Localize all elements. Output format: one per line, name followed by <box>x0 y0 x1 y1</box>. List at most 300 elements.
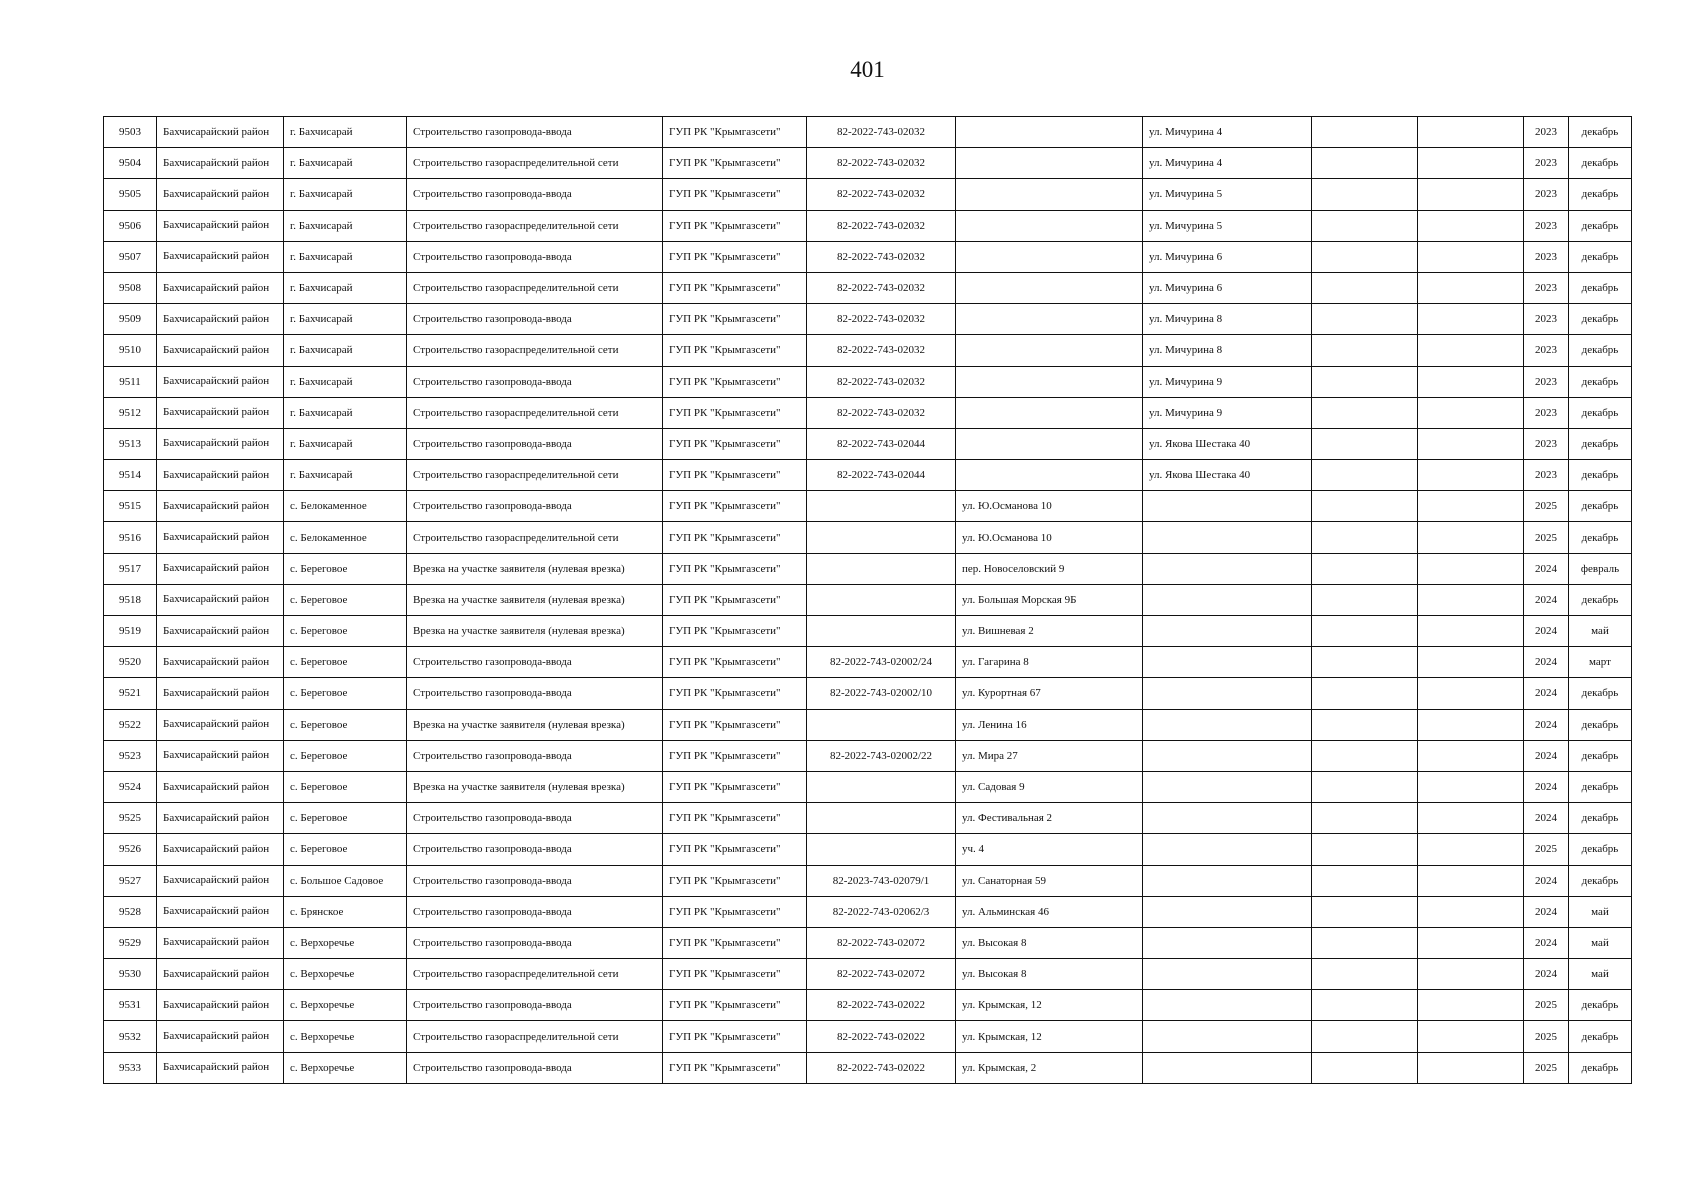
work-type-cell: Строительство газораспределительной сети <box>407 522 663 553</box>
year-cell: 2024 <box>1524 616 1569 647</box>
project-code-cell: 82-2022-743-02072 <box>807 959 956 990</box>
month-cell: декабрь <box>1569 1021 1632 1052</box>
empty-cell <box>1312 959 1418 990</box>
organization-cell: ГУП РК "Крымгазсети" <box>663 210 807 241</box>
table-row <box>104 834 1632 865</box>
organization-cell: ГУП РК "Крымгазсети" <box>663 428 807 459</box>
organization-cell: ГУП РК "Крымгазсети" <box>663 1052 807 1083</box>
empty-cell <box>1312 740 1418 771</box>
table-row <box>104 428 1632 459</box>
empty-cell <box>1418 834 1524 865</box>
table-row <box>104 179 1632 210</box>
year-cell: 2023 <box>1524 304 1569 335</box>
year-cell: 2025 <box>1524 834 1569 865</box>
district-cell: Бахчисарайский район <box>157 771 284 802</box>
district-cell: Бахчисарайский район <box>157 148 284 179</box>
settlement-cell: г. Бахчисарай <box>284 241 407 272</box>
table-row <box>104 304 1632 335</box>
work-type-cell: Строительство газораспределительной сети <box>407 335 663 366</box>
address-cell-a: ул. Высокая 8 <box>956 927 1143 958</box>
empty-cell <box>1312 241 1418 272</box>
table-row <box>104 678 1632 709</box>
empty-cell <box>1312 304 1418 335</box>
empty-cell <box>1418 616 1524 647</box>
work-type-cell: Строительство газопровода-ввода <box>407 896 663 927</box>
month-cell: май <box>1569 616 1632 647</box>
work-type-cell: Строительство газопровода-ввода <box>407 491 663 522</box>
address-cell-a: ул. Высокая 8 <box>956 959 1143 990</box>
month-cell: май <box>1569 959 1632 990</box>
year-cell: 2023 <box>1524 460 1569 491</box>
organization-cell: ГУП РК "Крымгазсети" <box>663 335 807 366</box>
row-number: 9528 <box>104 896 157 927</box>
year-cell: 2023 <box>1524 210 1569 241</box>
settlement-cell: г. Бахчисарай <box>284 397 407 428</box>
district-cell: Бахчисарайский район <box>157 397 284 428</box>
month-cell: декабрь <box>1569 771 1632 802</box>
month-cell: декабрь <box>1569 491 1632 522</box>
empty-cell <box>1312 148 1418 179</box>
organization-cell: ГУП РК "Крымгазсети" <box>663 896 807 927</box>
empty-cell <box>1418 210 1524 241</box>
work-type-cell: Строительство газопровода-ввода <box>407 304 663 335</box>
address-cell-b <box>1143 865 1312 896</box>
address-cell-b <box>1143 1052 1312 1083</box>
work-type-cell: Строительство газопровода-ввода <box>407 179 663 210</box>
table-row <box>104 366 1632 397</box>
district-cell: Бахчисарайский район <box>157 959 284 990</box>
settlement-cell: с. Береговое <box>284 771 407 802</box>
table-row <box>104 1052 1632 1083</box>
month-cell: декабрь <box>1569 397 1632 428</box>
row-number: 9525 <box>104 803 157 834</box>
address-cell-a: ул. Крымская, 2 <box>956 1052 1143 1083</box>
organization-cell: ГУП РК "Крымгазсети" <box>663 148 807 179</box>
project-code-cell: 82-2022-743-02022 <box>807 1021 956 1052</box>
project-code-cell: 82-2022-743-02032 <box>807 179 956 210</box>
organization-cell: ГУП РК "Крымгазсети" <box>663 709 807 740</box>
project-code-cell: 82-2022-743-02072 <box>807 927 956 958</box>
district-cell: Бахчисарайский район <box>157 241 284 272</box>
address-cell-a <box>956 117 1143 148</box>
organization-cell: ГУП РК "Крымгазсети" <box>663 272 807 303</box>
row-number: 9504 <box>104 148 157 179</box>
district-cell: Бахчисарайский район <box>157 491 284 522</box>
row-number: 9526 <box>104 834 157 865</box>
settlement-cell: с. Береговое <box>284 834 407 865</box>
address-cell-a <box>956 210 1143 241</box>
empty-cell <box>1418 865 1524 896</box>
organization-cell: ГУП РК "Крымгазсети" <box>663 959 807 990</box>
empty-cell <box>1418 553 1524 584</box>
month-cell: декабрь <box>1569 241 1632 272</box>
year-cell: 2023 <box>1524 241 1569 272</box>
address-cell-b: ул. Мичурина 4 <box>1143 117 1312 148</box>
project-code-cell: 82-2022-743-02032 <box>807 304 956 335</box>
settlement-cell: с. Береговое <box>284 709 407 740</box>
project-code-cell: 82-2022-743-02022 <box>807 1052 956 1083</box>
address-cell-b: ул. Мичурина 8 <box>1143 304 1312 335</box>
row-number: 9518 <box>104 584 157 615</box>
row-number: 9508 <box>104 272 157 303</box>
project-code-cell: 82-2022-743-02032 <box>807 272 956 303</box>
address-cell-a <box>956 428 1143 459</box>
address-cell-a: ул. Крымская, 12 <box>956 990 1143 1021</box>
project-code-cell: 82-2022-743-02032 <box>807 210 956 241</box>
empty-cell <box>1418 491 1524 522</box>
address-cell-a <box>956 397 1143 428</box>
empty-cell <box>1312 553 1418 584</box>
settlement-cell: с. Верхоречье <box>284 990 407 1021</box>
settlement-cell: г. Бахчисарай <box>284 304 407 335</box>
year-cell: 2025 <box>1524 1021 1569 1052</box>
empty-cell <box>1418 647 1524 678</box>
month-cell: декабрь <box>1569 179 1632 210</box>
district-cell: Бахчисарайский район <box>157 366 284 397</box>
empty-cell <box>1418 584 1524 615</box>
empty-cell <box>1418 709 1524 740</box>
month-cell: декабрь <box>1569 865 1632 896</box>
year-cell: 2024 <box>1524 584 1569 615</box>
address-cell-b <box>1143 896 1312 927</box>
work-type-cell: Строительство газораспределительной сети <box>407 272 663 303</box>
settlement-cell: с. Белокаменное <box>284 491 407 522</box>
table-row <box>104 553 1632 584</box>
year-cell: 2023 <box>1524 366 1569 397</box>
district-cell: Бахчисарайский район <box>157 865 284 896</box>
table-row <box>104 647 1632 678</box>
project-code-cell: 82-2022-743-02022 <box>807 990 956 1021</box>
year-cell: 2024 <box>1524 896 1569 927</box>
empty-cell <box>1418 428 1524 459</box>
year-cell: 2024 <box>1524 647 1569 678</box>
organization-cell: ГУП РК "Крымгазсети" <box>663 179 807 210</box>
year-cell: 2023 <box>1524 179 1569 210</box>
row-number: 9527 <box>104 865 157 896</box>
address-cell-a <box>956 241 1143 272</box>
settlement-cell: г. Бахчисарай <box>284 272 407 303</box>
work-type-cell: Строительство газопровода-ввода <box>407 803 663 834</box>
address-cell-b <box>1143 647 1312 678</box>
address-cell-a: ул. Мира 27 <box>956 740 1143 771</box>
settlement-cell: с. Брянское <box>284 896 407 927</box>
month-cell: декабрь <box>1569 210 1632 241</box>
empty-cell <box>1418 771 1524 802</box>
district-cell: Бахчисарайский район <box>157 522 284 553</box>
empty-cell <box>1418 179 1524 210</box>
row-number: 9522 <box>104 709 157 740</box>
empty-cell <box>1418 304 1524 335</box>
year-cell: 2024 <box>1524 553 1569 584</box>
address-cell-b: ул. Якова Шестака 40 <box>1143 460 1312 491</box>
empty-cell <box>1312 522 1418 553</box>
settlement-cell: с. Большое Садовое <box>284 865 407 896</box>
project-code-cell: 82-2022-743-02002/22 <box>807 740 956 771</box>
month-cell: декабрь <box>1569 272 1632 303</box>
row-number: 9532 <box>104 1021 157 1052</box>
address-cell-b <box>1143 927 1312 958</box>
project-code-cell: 82-2022-743-02044 <box>807 460 956 491</box>
organization-cell: ГУП РК "Крымгазсети" <box>663 678 807 709</box>
row-number: 9531 <box>104 990 157 1021</box>
row-number: 9513 <box>104 428 157 459</box>
address-cell-a: ул. Альминская 46 <box>956 896 1143 927</box>
settlement-cell: с. Береговое <box>284 647 407 678</box>
district-cell: Бахчисарайский район <box>157 272 284 303</box>
empty-cell <box>1312 584 1418 615</box>
district-cell: Бахчисарайский район <box>157 1052 284 1083</box>
project-code-cell: 82-2022-743-02032 <box>807 366 956 397</box>
organization-cell: ГУП РК "Крымгазсети" <box>663 522 807 553</box>
month-cell: декабрь <box>1569 148 1632 179</box>
table-row <box>104 959 1632 990</box>
table-row <box>104 896 1632 927</box>
project-code-cell: 82-2022-743-02032 <box>807 335 956 366</box>
district-cell: Бахчисарайский район <box>157 896 284 927</box>
table-row <box>104 460 1632 491</box>
settlement-cell: г. Бахчисарай <box>284 335 407 366</box>
district-cell: Бахчисарайский район <box>157 740 284 771</box>
address-cell-b <box>1143 616 1312 647</box>
address-cell-b: ул. Мичурина 8 <box>1143 335 1312 366</box>
settlement-cell: с. Верхоречье <box>284 1021 407 1052</box>
address-cell-b: ул. Мичурина 9 <box>1143 397 1312 428</box>
address-cell-b <box>1143 522 1312 553</box>
empty-cell <box>1418 241 1524 272</box>
organization-cell: ГУП РК "Крымгазсети" <box>663 460 807 491</box>
empty-cell <box>1312 865 1418 896</box>
year-cell: 2023 <box>1524 272 1569 303</box>
empty-cell <box>1312 460 1418 491</box>
project-code-cell <box>807 584 956 615</box>
empty-cell <box>1312 803 1418 834</box>
work-type-cell: Строительство газопровода-ввода <box>407 117 663 148</box>
empty-cell <box>1312 210 1418 241</box>
organization-cell: ГУП РК "Крымгазсети" <box>663 366 807 397</box>
table-row <box>104 771 1632 802</box>
address-cell-a <box>956 272 1143 303</box>
address-cell-b: ул. Мичурина 9 <box>1143 366 1312 397</box>
project-code-cell <box>807 834 956 865</box>
month-cell: декабрь <box>1569 117 1632 148</box>
empty-cell <box>1312 335 1418 366</box>
row-number: 9517 <box>104 553 157 584</box>
project-code-cell <box>807 553 956 584</box>
row-number: 9523 <box>104 740 157 771</box>
row-number: 9519 <box>104 616 157 647</box>
address-cell-b: ул. Мичурина 4 <box>1143 148 1312 179</box>
work-type-cell: Строительство газопровода-ввода <box>407 990 663 1021</box>
organization-cell: ГУП РК "Крымгазсети" <box>663 304 807 335</box>
month-cell: декабрь <box>1569 304 1632 335</box>
empty-cell <box>1312 616 1418 647</box>
year-cell: 2025 <box>1524 990 1569 1021</box>
address-cell-b <box>1143 771 1312 802</box>
address-cell-a: ул. Ю.Османова 10 <box>956 522 1143 553</box>
organization-cell: ГУП РК "Крымгазсети" <box>663 647 807 678</box>
empty-cell <box>1312 272 1418 303</box>
district-cell: Бахчисарайский район <box>157 990 284 1021</box>
work-type-cell: Врезка на участке заявителя (нулевая врезка) <box>407 553 663 584</box>
project-code-cell <box>807 616 956 647</box>
district-cell: Бахчисарайский район <box>157 210 284 241</box>
settlement-cell: с. Береговое <box>284 616 407 647</box>
organization-cell: ГУП РК "Крымгазсети" <box>663 834 807 865</box>
table-row <box>104 210 1632 241</box>
settlement-cell: г. Бахчисарай <box>284 179 407 210</box>
settlement-cell: с. Береговое <box>284 678 407 709</box>
table-row <box>104 584 1632 615</box>
address-cell-a: ул. Фестивальная 2 <box>956 803 1143 834</box>
year-cell: 2024 <box>1524 927 1569 958</box>
row-number: 9524 <box>104 771 157 802</box>
address-cell-a: ул. Садовая 9 <box>956 771 1143 802</box>
address-cell-b: ул. Мичурина 6 <box>1143 272 1312 303</box>
year-cell: 2024 <box>1524 959 1569 990</box>
district-cell: Бахчисарайский район <box>157 1021 284 1052</box>
month-cell: май <box>1569 927 1632 958</box>
year-cell: 2024 <box>1524 678 1569 709</box>
row-number: 9521 <box>104 678 157 709</box>
settlement-cell: г. Бахчисарай <box>284 148 407 179</box>
empty-cell <box>1418 959 1524 990</box>
work-type-cell: Строительство газораспределительной сети <box>407 460 663 491</box>
empty-cell <box>1312 1021 1418 1052</box>
year-cell: 2023 <box>1524 148 1569 179</box>
empty-cell <box>1418 740 1524 771</box>
row-number: 9514 <box>104 460 157 491</box>
address-cell-b: ул. Мичурина 6 <box>1143 241 1312 272</box>
month-cell: декабрь <box>1569 709 1632 740</box>
table-row <box>104 272 1632 303</box>
organization-cell: ГУП РК "Крымгазсети" <box>663 491 807 522</box>
row-number: 9515 <box>104 491 157 522</box>
address-cell-a: ул. Вишневая 2 <box>956 616 1143 647</box>
settlement-cell: с. Верхоречье <box>284 1052 407 1083</box>
district-cell: Бахчисарайский район <box>157 647 284 678</box>
empty-cell <box>1418 366 1524 397</box>
empty-cell <box>1418 803 1524 834</box>
project-code-cell <box>807 709 956 740</box>
row-number: 9506 <box>104 210 157 241</box>
address-cell-a <box>956 179 1143 210</box>
year-cell: 2025 <box>1524 491 1569 522</box>
address-cell-b <box>1143 959 1312 990</box>
organization-cell: ГУП РК "Крымгазсети" <box>663 771 807 802</box>
organization-cell: ГУП РК "Крымгазсети" <box>663 990 807 1021</box>
address-cell-a: ул. Санаторная 59 <box>956 865 1143 896</box>
empty-cell <box>1312 179 1418 210</box>
work-type-cell: Строительство газопровода-ввода <box>407 366 663 397</box>
district-cell: Бахчисарайский район <box>157 428 284 459</box>
empty-cell <box>1312 117 1418 148</box>
address-cell-b <box>1143 740 1312 771</box>
address-cell-a: ул. Ленина 16 <box>956 709 1143 740</box>
empty-cell <box>1418 117 1524 148</box>
year-cell: 2024 <box>1524 740 1569 771</box>
address-cell-b: ул. Мичурина 5 <box>1143 179 1312 210</box>
organization-cell: ГУП РК "Крымгазсети" <box>663 584 807 615</box>
empty-cell <box>1418 927 1524 958</box>
project-code-cell: 82-2022-743-02002/24 <box>807 647 956 678</box>
district-cell: Бахчисарайский район <box>157 335 284 366</box>
row-number: 9509 <box>104 304 157 335</box>
address-cell-a <box>956 366 1143 397</box>
month-cell: декабрь <box>1569 584 1632 615</box>
empty-cell <box>1418 148 1524 179</box>
organization-cell: ГУП РК "Крымгазсети" <box>663 927 807 958</box>
work-type-cell: Врезка на участке заявителя (нулевая врезка) <box>407 709 663 740</box>
address-cell-a: ул. Курортная 67 <box>956 678 1143 709</box>
empty-cell <box>1312 491 1418 522</box>
project-code-cell: 82-2022-743-02032 <box>807 397 956 428</box>
district-cell: Бахчисарайский район <box>157 304 284 335</box>
row-number: 9510 <box>104 335 157 366</box>
empty-cell <box>1312 1052 1418 1083</box>
empty-cell <box>1312 709 1418 740</box>
settlement-cell: с. Береговое <box>284 584 407 615</box>
table-row <box>104 1021 1632 1052</box>
month-cell: декабрь <box>1569 1052 1632 1083</box>
month-cell: декабрь <box>1569 990 1632 1021</box>
year-cell: 2024 <box>1524 865 1569 896</box>
address-cell-b <box>1143 584 1312 615</box>
settlement-cell: г. Бахчисарай <box>284 210 407 241</box>
settlement-cell: с. Береговое <box>284 740 407 771</box>
month-cell: декабрь <box>1569 366 1632 397</box>
organization-cell: ГУП РК "Крымгазсети" <box>663 803 807 834</box>
month-cell: декабрь <box>1569 335 1632 366</box>
address-cell-b <box>1143 834 1312 865</box>
work-type-cell: Строительство газопровода-ввода <box>407 647 663 678</box>
year-cell: 2025 <box>1524 1052 1569 1083</box>
settlement-cell: с. Белокаменное <box>284 522 407 553</box>
project-code-cell: 82-2023-743-02079/1 <box>807 865 956 896</box>
month-cell: декабрь <box>1569 740 1632 771</box>
month-cell: март <box>1569 647 1632 678</box>
project-code-cell: 82-2022-743-02032 <box>807 117 956 148</box>
work-type-cell: Строительство газораспределительной сети <box>407 1021 663 1052</box>
project-code-cell: 82-2022-743-02032 <box>807 148 956 179</box>
settlement-cell: г. Бахчисарай <box>284 460 407 491</box>
address-cell-b <box>1143 491 1312 522</box>
year-cell: 2023 <box>1524 397 1569 428</box>
work-type-cell: Строительство газопровода-ввода <box>407 865 663 896</box>
district-cell: Бахчисарайский район <box>157 803 284 834</box>
settlement-cell: с. Верхоречье <box>284 927 407 958</box>
address-cell-b <box>1143 678 1312 709</box>
work-type-cell: Строительство газопровода-ввода <box>407 740 663 771</box>
work-type-cell: Врезка на участке заявителя (нулевая врезка) <box>407 584 663 615</box>
district-cell: Бахчисарайский район <box>157 678 284 709</box>
work-type-cell: Строительство газораспределительной сети <box>407 397 663 428</box>
address-cell-a: ул. Крымская, 12 <box>956 1021 1143 1052</box>
address-cell-a <box>956 304 1143 335</box>
table-row <box>104 865 1632 896</box>
address-cell-a <box>956 335 1143 366</box>
address-cell-a: ул. Гагарина 8 <box>956 647 1143 678</box>
settlement-cell: г. Бахчисарай <box>284 366 407 397</box>
district-cell: Бахчисарайский район <box>157 553 284 584</box>
empty-cell <box>1418 522 1524 553</box>
year-cell: 2024 <box>1524 709 1569 740</box>
address-cell-b: ул. Мичурина 5 <box>1143 210 1312 241</box>
project-code-cell <box>807 522 956 553</box>
district-cell: Бахчисарайский район <box>157 927 284 958</box>
settlement-cell: с. Береговое <box>284 553 407 584</box>
project-code-cell: 82-2022-743-02002/10 <box>807 678 956 709</box>
empty-cell <box>1312 397 1418 428</box>
